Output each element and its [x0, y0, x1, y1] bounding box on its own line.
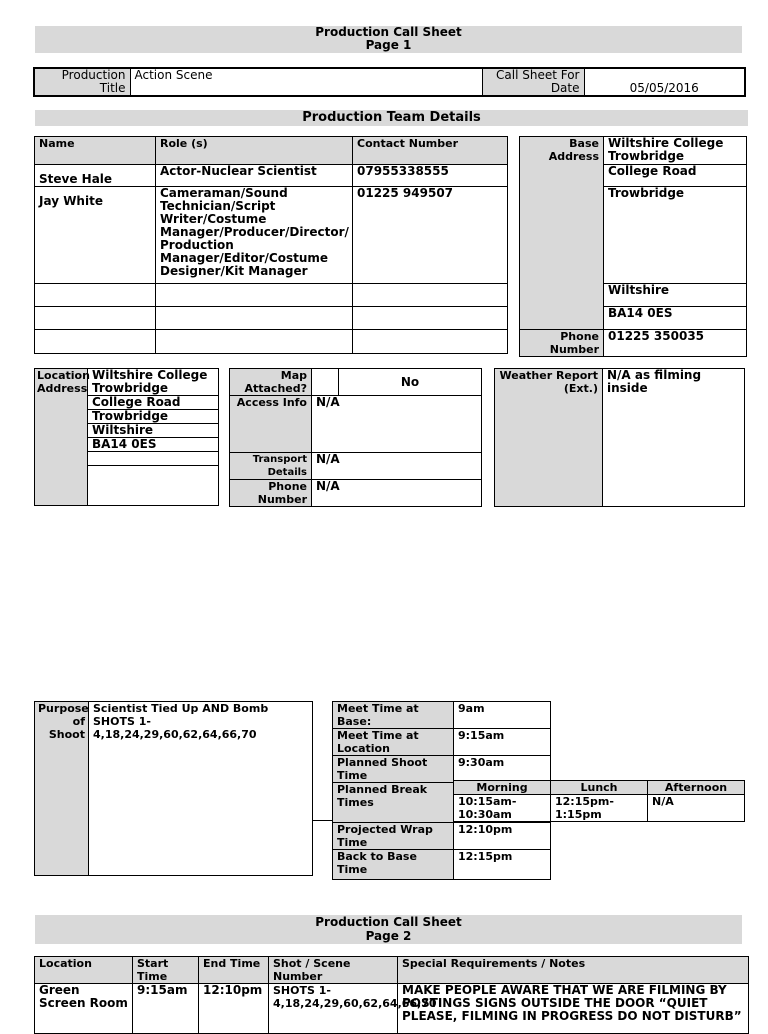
team-empty-cell	[156, 284, 353, 307]
transport-value: N/A	[312, 453, 482, 480]
base-address-line2: College Road	[604, 165, 747, 187]
schedule-col-location: Location	[35, 957, 133, 984]
team-col-role: Role (s)	[156, 137, 353, 165]
team-member-name: Jay White	[35, 187, 156, 284]
page1-title-bar	[35, 26, 742, 53]
break-morning-label: Morning	[454, 781, 551, 795]
break-afternoon-label: Afternoon	[648, 781, 745, 795]
production-header-table	[33, 67, 746, 97]
meet-location-value: 9:15am	[454, 729, 551, 756]
team-member-name: Steve Hale	[35, 165, 156, 187]
back-to-base-label: Back to Base Time	[333, 850, 454, 880]
production-title-value: Action Scene	[130, 68, 482, 96]
schedule-start: 9:15am	[133, 984, 199, 1034]
page1-number: Page 1	[365, 38, 412, 52]
base-phone-value: 01225 350035	[604, 330, 747, 357]
map-access-table	[229, 368, 482, 507]
schedule-col-end: End Time	[199, 957, 269, 984]
purpose-value: Scientist Tied Up AND Bomb SHOTS 1-4,18,24,29,60,62,64,66,70	[89, 702, 313, 876]
page2-title-bar	[35, 915, 742, 944]
break-times-table	[453, 780, 745, 822]
meet-base-value: 9am	[454, 702, 551, 729]
wrap-value: 12:10pm	[454, 823, 551, 850]
weather-label: Weather Report (Ext.)	[495, 369, 603, 507]
base-address-line5: BA14 0ES	[604, 307, 747, 330]
map-attached-value: No	[339, 369, 482, 396]
planned-break-label: Planned Break Times	[333, 783, 454, 823]
schedule-shot: SHOTS 1-4,18,24,29,60,62,64,66,70	[269, 984, 398, 1034]
location-line5: BA14 0ES	[88, 438, 219, 452]
base-address-line3: Trowbridge	[604, 187, 747, 284]
page1-title: Production Call Sheet	[315, 25, 462, 39]
break-morning-value: 10:15am-10:30am	[454, 795, 551, 822]
location-line2: College Road	[88, 396, 219, 410]
team-empty-cell	[35, 330, 156, 354]
location-line1: Wiltshire College Trowbridge	[88, 369, 219, 396]
team-table	[34, 136, 508, 354]
map-phone-label: Phone Number	[230, 480, 312, 507]
break-afternoon-value: N/A	[648, 795, 745, 822]
purpose-table	[34, 701, 313, 876]
base-address-line1: Wiltshire College Trowbridge	[604, 137, 747, 165]
call-sheet-date-label: Call Sheet For Date	[482, 68, 584, 96]
purpose-label: Purpose of Shoot	[35, 702, 89, 876]
access-info-value: N/A	[312, 396, 482, 453]
map-attached-label: Map Attached?	[230, 369, 312, 396]
base-phone-label: Phone Number	[520, 330, 604, 357]
back-to-base-value: 12:15pm	[454, 850, 551, 880]
team-empty-cell	[156, 307, 353, 330]
connector-line	[312, 820, 332, 821]
planned-shoot-label: Planned Shoot Time	[333, 756, 454, 783]
schedule-table	[34, 956, 749, 1034]
team-col-contact: Contact Number	[353, 137, 508, 165]
production-title-label: Production Title	[34, 68, 130, 96]
team-empty-cell	[35, 307, 156, 330]
team-empty-cell	[353, 330, 508, 354]
transport-label: Transport Details	[230, 453, 312, 480]
schedule-end: 12:10pm	[199, 984, 269, 1034]
weather-table	[494, 368, 745, 507]
call-sheet-date-value: 05/05/2016	[584, 68, 745, 96]
map-attached-blank	[312, 369, 339, 396]
team-col-name: Name	[35, 137, 156, 165]
base-address-table	[519, 136, 747, 357]
page2-title: Production Call Sheet	[315, 915, 462, 929]
schedule-col-start: Start Time	[133, 957, 199, 984]
schedule-col-notes: Special Requirements / Notes	[398, 957, 749, 984]
location-line4: Wiltshire	[88, 424, 219, 438]
team-empty-cell	[35, 284, 156, 307]
break-lunch-label: Lunch	[551, 781, 648, 795]
team-member-role: Actor-Nuclear Scientist	[156, 165, 353, 187]
location-empty-cell	[88, 452, 219, 466]
wrap-label: Projected Wrap Time	[333, 823, 454, 850]
schedule-location: Green Screen Room	[35, 984, 133, 1034]
base-address-line4: Wiltshire	[604, 284, 747, 307]
meet-location-label: Meet Time at Location	[333, 729, 454, 756]
team-empty-cell	[156, 330, 353, 354]
location-table	[34, 368, 219, 506]
team-member-contact: 07955338555	[353, 165, 508, 187]
team-member-role: Cameraman/Sound Technician/Script Writer/Costume Manager/Producer/Director/ Production Manager/Editor/Costume Designer/Kit Manager	[156, 187, 353, 284]
team-empty-cell	[353, 307, 508, 330]
schedule-col-shot: Shot / Scene Number	[269, 957, 398, 984]
access-info-label: Access Info	[230, 396, 312, 453]
planned-shoot-value: 9:30am	[454, 756, 551, 783]
schedule-notes: MAKE PEOPLE AWARE THAT WE ARE FILMING BY POSTINGS SIGNS OUTSIDE THE DOOR “QUIET PLEASE, FILMING IN PROGRESS DO NOT DISTURB”	[398, 984, 749, 1034]
team-heading: Production Team Details	[35, 110, 748, 126]
weather-value: N/A as filming inside	[603, 369, 745, 507]
team-member-contact: 01225 949507	[353, 187, 508, 284]
location-label: Location Address	[35, 369, 88, 506]
break-lunch-value: 12:15pm-1:15pm	[551, 795, 648, 822]
team-empty-cell	[353, 284, 508, 307]
page2-number: Page 2	[365, 929, 412, 943]
location-empty-cell	[88, 466, 219, 506]
base-address-label: Base Address	[520, 137, 604, 330]
meet-base-label: Meet Time at Base:	[333, 702, 454, 729]
location-line3: Trowbridge	[88, 410, 219, 424]
map-phone-value: N/A	[312, 480, 482, 507]
